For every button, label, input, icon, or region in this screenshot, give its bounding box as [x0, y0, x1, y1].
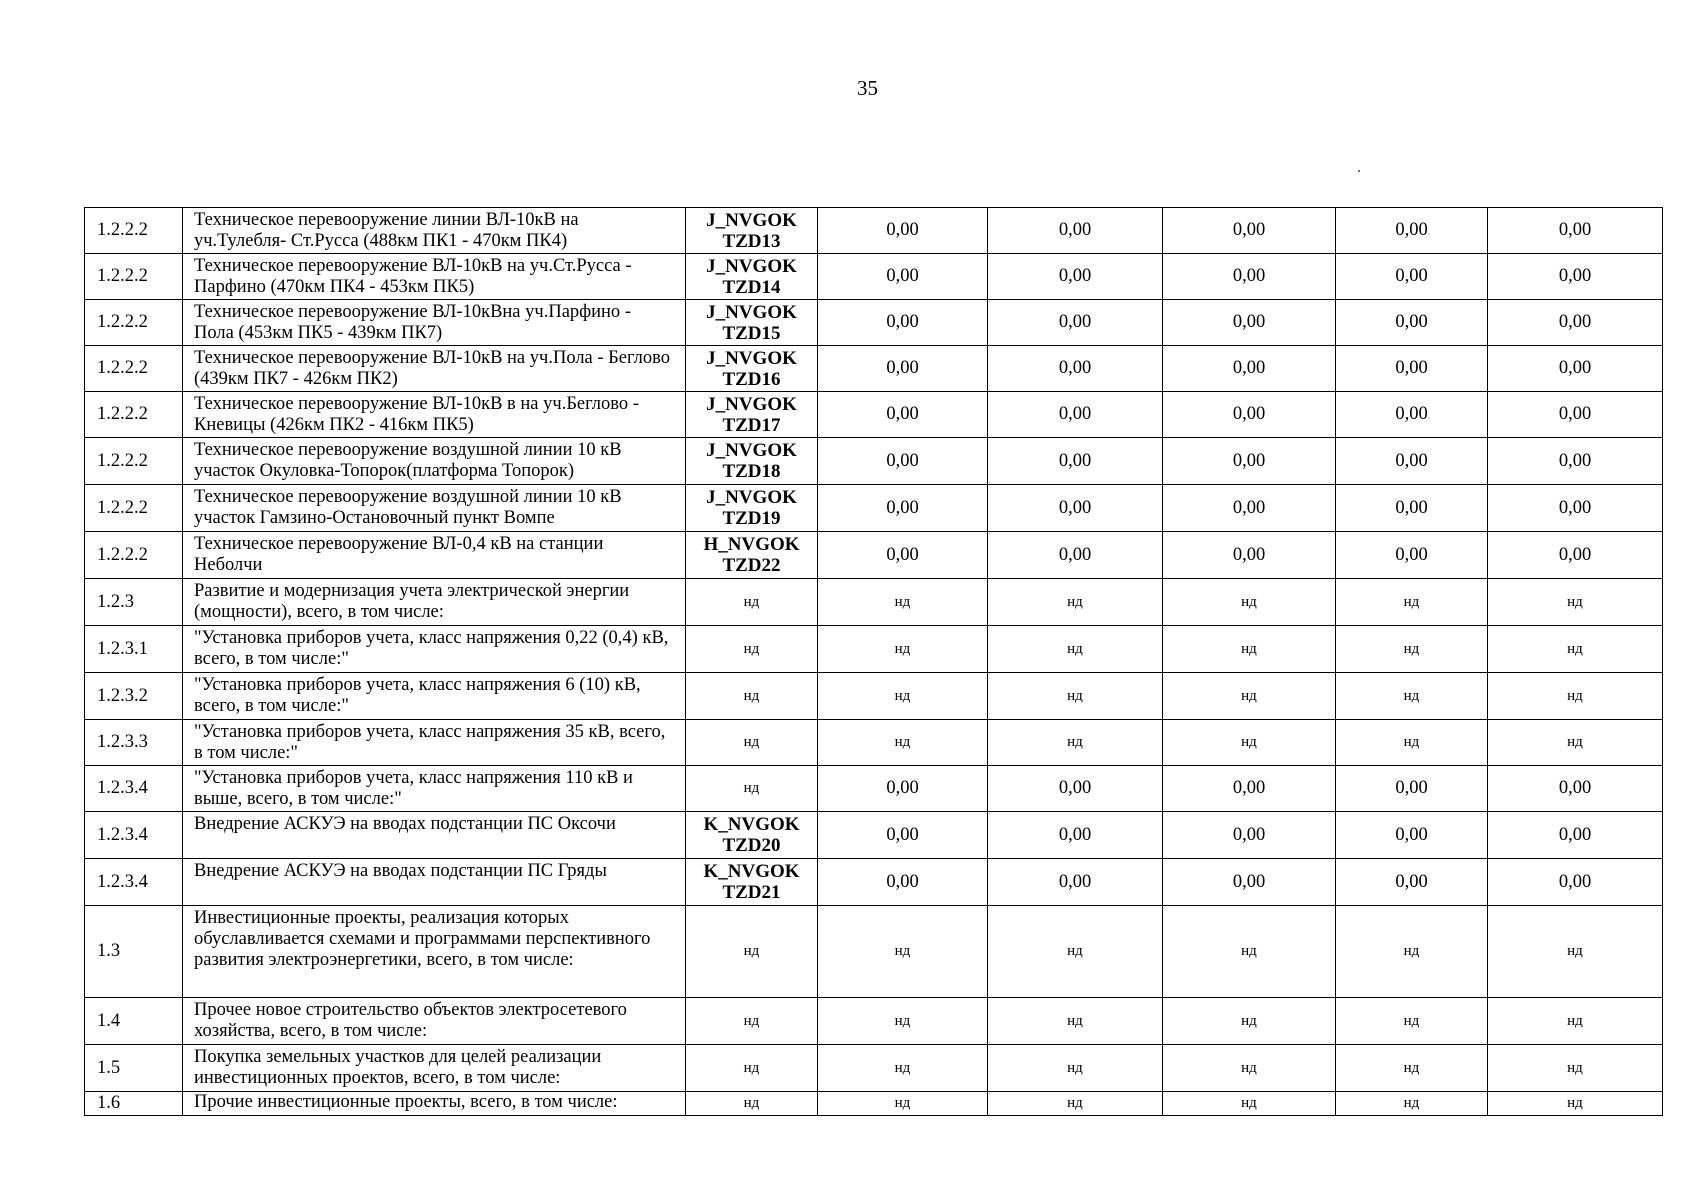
value-cell: 0,00 — [1163, 812, 1336, 859]
row-number: 1.2.2.2 — [85, 208, 183, 254]
row-description: Техническое перевооружение ВЛ-10кВна уч.Парфино - Пола (453км ПК5 - 439км ПК7) — [183, 300, 686, 346]
value-cell: 0,00 — [1163, 300, 1336, 346]
project-code-line: J_NVGOK — [706, 440, 797, 461]
value-cell: 0,00 — [1163, 208, 1336, 254]
value-cell: 0,00 — [988, 766, 1163, 812]
project-code — [686, 766, 818, 812]
value-cell: 0,00 — [818, 254, 988, 300]
project-code-line: нд — [743, 1095, 760, 1111]
value-cell: нд — [1163, 906, 1336, 998]
row-description: "Установка приборов учета, класс напряжения 6 (10) кВ, всего, в том числе:" — [183, 673, 686, 720]
project-code — [686, 208, 818, 254]
table-row — [85, 673, 1663, 720]
project-code — [686, 346, 818, 392]
table-body — [85, 208, 1663, 1116]
project-code-line: TZD19 — [722, 508, 781, 529]
value-cell: нд — [1163, 626, 1336, 673]
project-code-line: TZD13 — [722, 230, 781, 252]
row-number: 1.2.3.2 — [85, 673, 183, 720]
value-cell: 0,00 — [818, 438, 988, 485]
value-cell: нд — [1488, 673, 1663, 720]
project-code — [686, 1092, 818, 1116]
scan-speck — [1358, 170, 1360, 172]
project-code-line: нд — [743, 734, 760, 750]
value-cell: 0,00 — [988, 438, 1163, 485]
row-number: 1.2.3.4 — [85, 859, 183, 906]
project-code-line: нд — [743, 780, 760, 796]
value-cell: 0,00 — [818, 346, 988, 392]
value-cell: 0,00 — [1336, 485, 1488, 532]
project-code-line: K_NVGOK — [703, 814, 800, 835]
value-cell: нд — [988, 673, 1163, 720]
value-cell: нд — [818, 720, 988, 766]
row-number: 1.2.2.2 — [85, 300, 183, 346]
value-cell: 0,00 — [1488, 812, 1663, 859]
value-cell: 0,00 — [1336, 532, 1488, 579]
value-cell: нд — [1488, 998, 1663, 1045]
project-code-line: TZD22 — [722, 555, 781, 576]
row-number: 1.2.2.2 — [85, 346, 183, 392]
value-cell: 0,00 — [1336, 812, 1488, 859]
value-cell: нд — [1163, 998, 1336, 1045]
value-cell: 0,00 — [1163, 532, 1336, 579]
value-cell: нд — [1336, 720, 1488, 766]
project-code-line: TZD16 — [722, 368, 781, 390]
project-code-line: нд — [743, 1059, 760, 1076]
value-cell: 0,00 — [1163, 392, 1336, 438]
value-cell: нд — [1488, 1092, 1663, 1116]
value-cell: 0,00 — [818, 532, 988, 579]
project-code-line: нд — [743, 593, 760, 610]
project-code — [686, 254, 818, 300]
value-cell: 0,00 — [1488, 254, 1663, 300]
project-code — [686, 1045, 818, 1092]
value-cell: 0,00 — [1336, 254, 1488, 300]
value-cell: 0,00 — [818, 766, 988, 812]
value-cell: 0,00 — [1336, 392, 1488, 438]
project-code — [686, 532, 818, 579]
project-code-line: J_NVGOK — [706, 255, 797, 277]
project-code-line: J_NVGOK — [706, 393, 797, 415]
row-description: "Установка приборов учета, класс напряжения 35 кВ, всего, в том числе:" — [183, 720, 686, 766]
value-cell: 0,00 — [1488, 208, 1663, 254]
value-cell: 0,00 — [1163, 346, 1336, 392]
value-cell: 0,00 — [1336, 438, 1488, 485]
project-code-line: J_NVGOK — [706, 487, 797, 508]
value-cell: нд — [988, 1045, 1163, 1092]
value-cell: нд — [988, 626, 1163, 673]
table-row — [85, 1045, 1663, 1092]
row-number: 1.2.3.4 — [85, 766, 183, 812]
project-code-line: J_NVGOK — [706, 301, 797, 323]
value-cell: 0,00 — [988, 485, 1163, 532]
value-cell: нд — [1163, 673, 1336, 720]
row-number: 1.2.2.2 — [85, 532, 183, 579]
value-cell: 0,00 — [988, 300, 1163, 346]
row-description: Прочее новое строительство объектов электросетевого хозяйства, всего, в том числе: — [183, 998, 686, 1045]
project-code-line: нд — [743, 640, 760, 657]
row-number: 1.2.2.2 — [85, 392, 183, 438]
value-cell: нд — [1336, 673, 1488, 720]
project-code-line: TZD20 — [722, 835, 781, 856]
value-cell: нд — [1336, 1092, 1488, 1116]
project-code — [686, 300, 818, 346]
table-row — [85, 906, 1663, 998]
value-cell: 0,00 — [1163, 766, 1336, 812]
table-row — [85, 208, 1663, 254]
project-code-line: J_NVGOK — [706, 209, 797, 231]
value-cell: 0,00 — [988, 346, 1163, 392]
project-code-line: TZD17 — [722, 414, 781, 436]
row-number: 1.4 — [85, 998, 183, 1045]
project-code-line: TZD15 — [722, 322, 781, 344]
project-code — [686, 998, 818, 1045]
value-cell: нд — [818, 1092, 988, 1116]
table-row — [85, 532, 1663, 579]
table-row — [85, 485, 1663, 532]
table-row — [85, 254, 1663, 300]
table-row — [85, 1092, 1663, 1116]
row-number: 1.2.2.2 — [85, 485, 183, 532]
value-cell: нд — [818, 673, 988, 720]
value-cell: нд — [1488, 1045, 1663, 1092]
project-code-line: TZD14 — [722, 276, 781, 298]
project-code — [686, 438, 818, 485]
value-cell: 0,00 — [988, 812, 1163, 859]
value-cell: нд — [1488, 579, 1663, 626]
value-cell: нд — [988, 998, 1163, 1045]
value-cell: нд — [818, 906, 988, 998]
row-number: 1.6 — [85, 1092, 183, 1116]
row-number: 1.3 — [85, 906, 183, 998]
table-row — [85, 812, 1663, 859]
row-description: Техническое перевооружение линии ВЛ-10кВ на уч.Тулебля- Ст.Русса (488км ПК1 - 470км ПК4) — [183, 208, 686, 254]
value-cell: 0,00 — [988, 208, 1163, 254]
project-code-line: TZD18 — [722, 461, 781, 482]
value-cell: 0,00 — [1336, 859, 1488, 906]
value-cell: 0,00 — [818, 208, 988, 254]
value-cell: 0,00 — [1488, 485, 1663, 532]
value-cell: нд — [818, 626, 988, 673]
value-cell: 0,00 — [1488, 859, 1663, 906]
table-row — [85, 300, 1663, 346]
value-cell: нд — [1336, 998, 1488, 1045]
table-row — [85, 998, 1663, 1045]
row-description: Прочие инвестиционные проекты, всего, в том числе: — [183, 1092, 686, 1116]
project-code-line: H_NVGOK — [703, 534, 800, 555]
value-cell: нд — [1163, 1092, 1336, 1116]
row-number: 1.2.2.2 — [85, 254, 183, 300]
value-cell: 0,00 — [1163, 485, 1336, 532]
row-number: 1.2.3.1 — [85, 626, 183, 673]
value-cell: 0,00 — [988, 392, 1163, 438]
value-cell: 0,00 — [1163, 438, 1336, 485]
table-row — [85, 626, 1663, 673]
value-cell: 0,00 — [1488, 346, 1663, 392]
value-cell: нд — [988, 1092, 1163, 1116]
value-cell: 0,00 — [1336, 208, 1488, 254]
row-description: Техническое перевооружение воздушной линии 10 кВ участок Гамзино-Остановочный пункт Вомпе — [183, 485, 686, 532]
value-cell: 0,00 — [1488, 300, 1663, 346]
page-number: 35 — [857, 76, 878, 100]
table-row — [85, 438, 1663, 485]
row-description: "Установка приборов учета, класс напряжения 110 кВ и выше, всего, в том числе:" — [183, 766, 686, 812]
row-number: 1.2.3.3 — [85, 720, 183, 766]
table-row — [85, 859, 1663, 906]
value-cell: 0,00 — [1488, 438, 1663, 485]
value-cell: 0,00 — [988, 859, 1163, 906]
value-cell: 0,00 — [988, 532, 1163, 579]
value-cell: нд — [1336, 1045, 1488, 1092]
project-code — [686, 579, 818, 626]
table-row — [85, 392, 1663, 438]
project-code-line: нд — [743, 687, 760, 704]
value-cell: нд — [988, 906, 1163, 998]
row-description: Техническое перевооружение ВЛ-10кВ на уч.Ст.Русса - Парфино (470км ПК4 - 453км ПК5) — [183, 254, 686, 300]
table-row — [85, 720, 1663, 766]
project-code — [686, 485, 818, 532]
project-code-line: K_NVGOK — [703, 861, 800, 882]
row-number: 1.2.3 — [85, 579, 183, 626]
value-cell: 0,00 — [988, 254, 1163, 300]
value-cell: нд — [988, 579, 1163, 626]
value-cell: нд — [988, 720, 1163, 766]
value-cell: 0,00 — [818, 812, 988, 859]
row-description: Инвестиционные проекты, реализация которых обуславливается схемами и программами перспективного развития электроэнергетики, всего, в том числе: — [183, 906, 686, 998]
value-cell: 0,00 — [1163, 859, 1336, 906]
row-description: Внедрение АСКУЭ на вводах подстанции ПС Оксочи — [183, 812, 686, 859]
value-cell: 0,00 — [1336, 766, 1488, 812]
row-description: Техническое перевооружение ВЛ-10кВ в на уч.Беглово - Кневицы (426км ПК2 - 416км ПК5) — [183, 392, 686, 438]
value-cell: нд — [1336, 626, 1488, 673]
value-cell: нд — [1488, 626, 1663, 673]
project-code — [686, 906, 818, 998]
table-row — [85, 766, 1663, 812]
value-cell: нд — [1336, 579, 1488, 626]
value-cell: 0,00 — [1488, 392, 1663, 438]
value-cell: 0,00 — [818, 859, 988, 906]
table-row — [85, 346, 1663, 392]
value-cell: 0,00 — [1488, 766, 1663, 812]
value-cell: нд — [818, 579, 988, 626]
row-description: Техническое перевооружение воздушной линии 10 кВ участок Окуловка-Топорок(платформа Топорок) — [183, 438, 686, 485]
value-cell: нд — [1488, 906, 1663, 998]
value-cell: 0,00 — [818, 300, 988, 346]
value-cell: 0,00 — [1336, 346, 1488, 392]
project-code — [686, 859, 818, 906]
project-code — [686, 392, 818, 438]
project-code-line: J_NVGOK — [706, 347, 797, 369]
value-cell: 0,00 — [818, 392, 988, 438]
row-description: Покупка земельных участков для целей реализации инвестиционных проектов, всего, в том числе: — [183, 1045, 686, 1092]
value-cell: нд — [1163, 579, 1336, 626]
row-number: 1.2.3.4 — [85, 812, 183, 859]
row-description: Техническое перевооружение ВЛ-10кВ на уч.Пола - Беглово (439км ПК7 - 426км ПК2) — [183, 346, 686, 392]
row-number: 1.5 — [85, 1045, 183, 1092]
value-cell: 0,00 — [1336, 300, 1488, 346]
value-cell: 0,00 — [1488, 532, 1663, 579]
value-cell: нд — [818, 998, 988, 1045]
row-description: Техническое перевооружение ВЛ-0,4 кВ на станции Неболчи — [183, 532, 686, 579]
project-code — [686, 812, 818, 859]
value-cell: нд — [1488, 720, 1663, 766]
project-code — [686, 720, 818, 766]
project-code-line: нд — [743, 1012, 760, 1029]
table-row — [85, 579, 1663, 626]
value-cell: 0,00 — [818, 485, 988, 532]
row-description: Внедрение АСКУЭ на вводах подстанции ПС Гряды — [183, 859, 686, 906]
project-code-line: TZD21 — [722, 882, 781, 903]
value-cell: нд — [1163, 720, 1336, 766]
value-cell: нд — [1163, 1045, 1336, 1092]
project-code — [686, 626, 818, 673]
value-cell: нд — [818, 1045, 988, 1092]
project-code-line: нд — [743, 943, 760, 959]
value-cell: нд — [1336, 906, 1488, 998]
value-cell: 0,00 — [1163, 254, 1336, 300]
project-code — [686, 673, 818, 720]
row-number: 1.2.2.2 — [85, 438, 183, 485]
row-description: Развитие и модернизация учета электрической энергии (мощности), всего, в том числе: — [183, 579, 686, 626]
row-description: "Установка приборов учета, класс напряжения 0,22 (0,4) кВ, всего, в том числе:" — [183, 626, 686, 673]
investment-table — [84, 207, 1663, 1116]
